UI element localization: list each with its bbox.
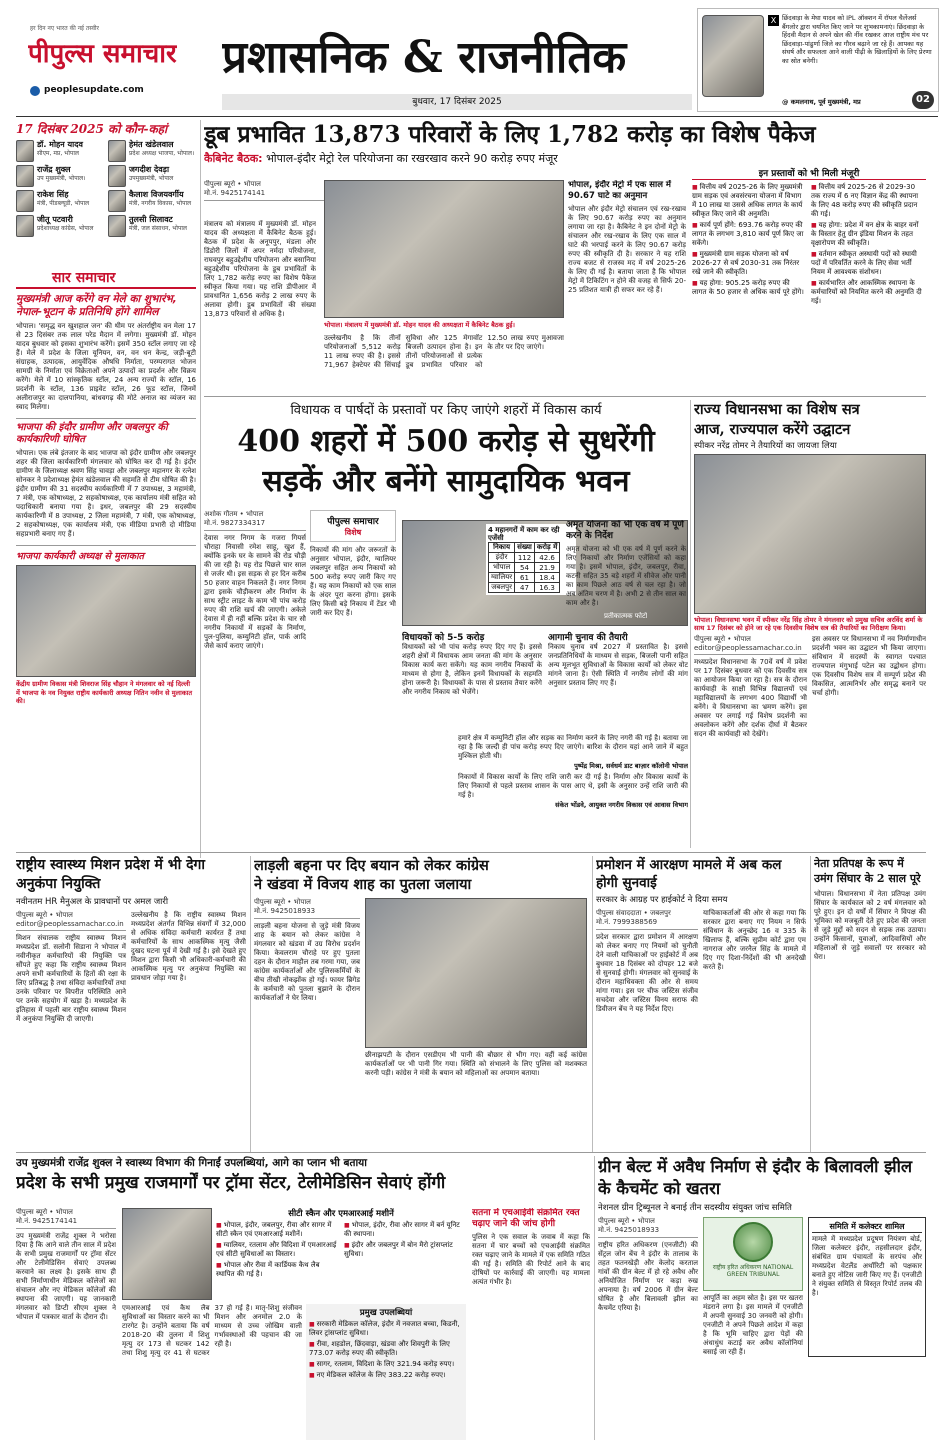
person-photo <box>16 140 34 162</box>
assembly-headline-1: राज्य विधानसभा का विशेष सत्र <box>694 401 860 418</box>
list-item: ■ भोपाल, इंदौर, रीवा और सागर में बर्न यूनिट की स्थापना। <box>344 1221 466 1239</box>
nhm-story <box>16 856 246 1152</box>
issue-date: बुधवार, 17 दिसंबर 2025 <box>412 97 502 107</box>
committee-text: मामले में मध्यप्रदेश प्रदूषण नियंत्रण बोर्ड, जिला कलेक्टर इंदौर, तहसीलदार इंदौर, संबंधित ग्राम पंचायतों के सरपंच और मध्यप्रदेश वेटलैंड अथॉरिटी को पक्षकार बनाते हुए नोटिस जारी किए गए हैं। एनजीटी ने संयुक्त समिति से विस्तृत रिपोर्ट तलब की है। <box>812 1235 922 1297</box>
whos-where-grid <box>16 140 196 237</box>
trauma-story <box>16 1156 590 1440</box>
agency-table-title: 4 महानगरों में काम कर रही एजेंसी <box>488 526 560 542</box>
commissioner-quote-author: संकेत भोंडवे, आयुक्त नगरीय विकास एवं आवास विभाग <box>555 801 688 809</box>
person-photo <box>16 215 34 237</box>
list-item: ■ सरकारी मेडिकल कॉलेज, इंदौर में नवजात बच्चा, किडनी, लिवर ट्रांसप्लांट सुविधा। <box>309 1320 463 1338</box>
nhm-byline: पीपुल्स ब्यूरो • भोपाल <box>16 911 73 919</box>
table-cell: 54 <box>515 563 535 573</box>
quote-box <box>697 8 939 112</box>
person-photo <box>108 190 126 212</box>
lead-photo-caption: भोपाल। मंत्रालय में मुख्यमंत्री डॉ. मोहन यादव की अध्यक्षता में कैबिनेट बैठक हुई। <box>324 321 515 329</box>
special-tag: विशेष <box>344 528 362 537</box>
roads-text: देवास नगर निगम के गजरा गियर्स चौराहा निवासी रमेश साहू, खुश हैं, क्योंकि इनके घर के सामने की रोड चौड़ी की जा रही है। यह रोड पिछले चार साल से जर्जर थी। इस सड़क से हर दिन करीब 50 हजार वाहन निकलते हैं। नगर निगम द्वारा इसके चौड़ीकरण और निर्माण के साथ स्ट्रीट लाइट के काम भी पांच करोड़ रुपए की राशि खर्च की जाएगी। अकेले देवास में ही नहीं बल्कि प्रदेश के चार सौ नगरीय निकायों में सड़कों के निर्माण, पुल-पुलिया, कम्युनिटी हॉल, पार्क आदि जैसे कार्य कराए जाएंगे। <box>204 534 306 650</box>
promotion-text: प्रदेश सरकार द्वारा प्रमोशन में आरक्षण को लेकर बनाए गए नियमों को चुनौती देने वाली याचिकाओं पर हाईकोर्ट में अब बुधवार 18 दिसंबर को दोपहर 12 बजे से सुनवाई होगी। मंगलवार को सुनवाई के दौरान महाधिवक्ता की ओर से समय मांगा गया। इस पर चीफ जस्टिस संजीव सचदेवा और जस्टिस विनय सराफ की डिवीजन बेंच ने यह निर्देश दिए। <box>596 933 698 1013</box>
table-cell: इंदौर <box>489 553 515 563</box>
person-photo <box>108 165 126 187</box>
lop-story <box>814 856 926 1152</box>
table-cell: 18.4 <box>534 573 559 583</box>
nhm-text: मिशन संचालक राष्ट्रीय स्वास्थ्य मिशन मध्यप्रदेश डॉ. सलोनी सिडाना ने भोपाल में नवीनीकृत कर्मचारियों की नियुक्ति पत्र सौंपते हुए कहा कि राष्ट्रीय स्वास्थ्य मिशन अपने सभी कर्मचारियों के हितों की रक्षा के लिए प्रतिबद्ध है तथा संविदा कर्मचारियों तथा उनके परिवार पर विपरीत परिस्थिति आने पर उनके सहयोग में खड़ा है। मध्यप्रदेश के इतिहास में पहली बार राष्ट्रीय स्वास्थ्य मिशन में अनुकंपा नियुक्ति दी जाएगी। <box>16 934 126 1023</box>
person-photo <box>108 215 126 237</box>
ladli-text-2: छीनाझपटी के दौरान एसडीएम भी पानी की बौछार से भीग गए। वहीं कई कांग्रेस कार्यकर्ताओं पर भी पानी गिर गया। स्थिति को संभालने के लिए पुलिस को मशक्कत करनी पड़ी। कांग्रेस ने मंत्री के बयान को महिलाओं का अपमान बताया। <box>365 1051 587 1077</box>
lead-headline: डूब प्रभावित 13,873 परिवारों के लिए 1,782 करोड़ का विशेष पैकेज <box>204 121 816 148</box>
person-card <box>108 215 196 237</box>
lop-headline: नेता प्रतिपक्ष के रूप में उमंग सिंघार के 2 साल पूरे <box>814 857 921 885</box>
person-detail: मंत्री, नगरीय विकास, भोपाल <box>129 200 192 207</box>
ngt-emblem-icon <box>733 1222 773 1262</box>
trauma-text-2: एमआरआई एवं कैथ लैब सुविधाओं का विस्तार करने का भी टारगेट है। उन्होंने बताया कि वर्ष 2018-20 की तुलना में शिशु मृत्यु दर 173 से घटकर 142 तथा शिशु मृत्यु दर 41 से घटकर 37 हो गई है। मातृ-शिशु संजीवन मिशन और अनमोल 2.0 के माध्यम से उच्च जोखिम वाली गर्भावस्थाओं की पहचान की जा रही है। <box>122 1304 302 1357</box>
greenbelt-subhead: नेशनल ग्रीन ट्रिब्यूनल ने बनाई तीन सदस्यीय संयुक्त जांच समिति <box>598 1203 792 1213</box>
committee-headline: समिति में कलेक्टर शामिल <box>812 1221 922 1233</box>
person-card <box>108 165 196 187</box>
globe-icon <box>30 86 40 96</box>
lead-col2: उल्लेखनीय है कि तीनों परियोजनाओं 5,512 करोड़ 11 लाख रुपए की है। इससे 71,967 हेक्टेयर की सिंचाई सुविधा और 125 मेगावॉट बिजली उत्पादन होना है। इन तीनों परियोजनाओं से प्रत्येक डूब प्रभावित परिवार को 12.50 लाख रुपए मुआवजा के तौर पर दिए जाएंगे। <box>324 334 564 369</box>
shivraj-meeting-photo <box>16 565 196 677</box>
saar-section <box>16 268 196 858</box>
list-item: ■ नए मेडिकल कॉलेज के लिए 383.22 करोड़ रुपए। <box>309 1371 463 1380</box>
ngt-logo <box>703 1217 803 1291</box>
amrut-text: अमृत योजना को भी एक वर्ष में पूर्ण करने के लिए निकायों और निर्माण एजेंसियों को कहा गया है। इसमें भोपाल, इंदौर, जबलपुर, रीवा, कटनी सहित 35 बड़े शहरों में सीवेज और पानी का काम पिछले आठ वर्ष से चल रहा है। जो अब अंतिम चरण में है। अभी 2 से तीन साल का काम और है। <box>566 545 686 607</box>
person-photo <box>108 140 126 162</box>
special-label: पीपुल्स समाचार <box>327 517 379 527</box>
saar-headline-2: भाजपा की इंदौर ग्रामीण और जबलपुर की कार्यकारिणी घोषित <box>16 418 196 446</box>
resident-quote: हमारे क्षेत्र में कम्युनिटी हॉल और सड़क का निर्माण करने के लिए नगरी की गई है। बताया जा रहा है कि जल्दी ही पांच करोड़ रुपए दिए जाएंगे। बारिश के दौरान यहां आने जाने में बहुत मुश्किल होती थी। <box>458 734 688 760</box>
person-detail: उप मुख्यमंत्री, भोपाल। <box>37 175 86 182</box>
greenbelt-mobile: मो.नं. 9425018933 <box>598 1226 660 1234</box>
ladli-headline-2: ने खंडवा में विजय शाह का पुतला जलाया <box>254 876 472 893</box>
election-text: निकाय चुनाव वर्ष 2027 में प्रस्तावित है। इससे जनप्रतिनिधियों के माध्यम से सड़क, बिजली पानी सहित अन्य मूलभूत सुविधाओं के विकास कार्यों को लेकर वोट मांगने जाना है। ऐसी स्थिति में नगरीय लोगों की मांग अनुसार प्रस्ताव लिए गए हैं। <box>548 643 688 687</box>
person-name: जगदीश देवड़ा <box>129 165 170 174</box>
person-card <box>16 165 104 187</box>
list-item: ■ कार्य पूर्ण होंगे: 693.76 करोड़ रुपए की लागत के लगभग 3,810 कार्य पूर्ण किए जा सकेंगे। <box>692 221 806 248</box>
assembly-subhead: स्पीकर नरेंद्र तोमर ने तैयारियों का जायजा लिया <box>694 441 837 451</box>
lop-text: भोपाल। विधानसभा में नेता प्रतिपक्ष उमंग सिंघार के कार्यकाल को 2 वर्ष मंगलवार को पूरे हुए। इन दो वर्षों में सिंघार ने विपक्ष की भूमिका को मजबूती देते हुए प्रदेश की जनता से जुड़े मुद्दों को सदन से सड़क तक उठाया। उन्होंने किसानों, युवाओं, आदिवासियों और महिलाओं से जुड़े सवालों पर सरकार को घेरा। <box>814 890 926 961</box>
committee-box <box>808 1217 926 1357</box>
person-name: राकेश सिंह <box>37 190 69 199</box>
trauma-mobile: मो.नं. 9425174141 <box>16 1217 78 1225</box>
ladli-story <box>254 856 588 1152</box>
table-row <box>489 553 560 563</box>
person-detail: प्रदेशाध्यक्ष कांग्रेस, भोपाल <box>37 225 94 232</box>
table-header: संख्या <box>515 543 535 553</box>
person-name: राजेंद्र शुक्ल <box>37 165 71 174</box>
greenbelt-text: राष्ट्रीय हरित अधिकरण (एनजीटी) की सेंट्रल जोन बेंच ने इंदौर के तालाब के तहत फतनखेड़ी और केलोद करताल गांवों की ग्रीन बेल्ट में हो रहे अवैध और अनियोजित निर्माण पर कड़ा रुख अपनाया है। वर्ष 2006 में ग्रीन बेल्ट घोषित है और बिलावली झील का कैचमेंट एरिया है। <box>598 1241 698 1312</box>
table-cell: 21.9 <box>534 563 559 573</box>
quote-author: @ कमलनाथ, पूर्व मुख्यमंत्री, मप्र <box>782 98 861 106</box>
lead-byline: पीपुल्स ब्यूरो • भोपाल <box>204 180 261 188</box>
trauma-text: उप मुख्यमंत्री राजेंद्र शुक्ल ने भरोसा दिया है कि आने वाले तीन साल में प्रदेश के सभी प्रमुख राजमार्गों पर ट्रॉमा सेंटर और टेलीमेडिसिन सेवाएं उपलब्ध करवाने का लक्ष्य है। इसके साथ ही सभी निर्माणाधीन मेडिकल कॉलेजों का संचालन और नए मेडिकल कॉलेजों की स्थापना की जाएगी। यह जानकारी मंगलवार को डिप्टी सीएम शुक्ल ने भोपाल में पत्रकार वार्ता के दौरान दी। <box>16 1232 116 1321</box>
ct-box-headline: सीटी स्कैन और एमआरआई मशीनें <box>288 1209 394 1219</box>
achievements-headline: प्रमुख उपलब्धियां <box>359 1308 413 1318</box>
ladli-headline-1: लाड़ली बहना पर दिए बयान को लेकर कांग्रेस <box>254 857 489 874</box>
person-card <box>108 140 196 162</box>
assembly-inspection-photo <box>694 454 926 614</box>
amrut-box <box>566 520 686 700</box>
person-detail: मंत्री, पीडब्ल्यूडी, भोपाल <box>37 200 90 207</box>
list-item: ■ ग्वालियर, रतलाम और विदिशा में एमआरआई एवं सीटी सुविधाओं का विस्तार। <box>216 1241 338 1259</box>
person-detail: सीएम, मप्र, भोपाल <box>37 150 79 157</box>
other-decisions <box>692 166 926 394</box>
list-item: ■ वित्तीय वर्ष 2025-26 से 2029-30 तक राज्य में 6 नए विज्ञान केंद्र की स्थापना के लिए 48 करोड़ रुपए की स्वीकृति प्रदान की गई। <box>811 183 925 219</box>
list-item: ■ भोपाल, इंदौर, जबलपुर, रीवा और सागर में सीटी स्कैन एवं एमआरआई मशीनें। <box>216 1221 338 1239</box>
achievements-list <box>309 1320 463 1380</box>
saar-caption: केंद्रीय ग्रामीण विकास मंत्री शिवराज सिंह चौहान ने मंगलवार को नई दिल्ली में भाजपा के नव नियुक्त राष्ट्रीय कार्यकारी अध्यक्ष नितिन नवीन से मुलाकात की। <box>16 680 193 705</box>
person-detail: उपमुख्यमंत्री, भोपाल <box>129 175 174 182</box>
ladli-mobile: मो.नं. 9425018933 <box>254 907 316 915</box>
table-cell: 112 <box>515 553 535 563</box>
saar-headline-3: भाजपा कार्यकारी अध्यक्ष से मुलाकात <box>16 545 196 562</box>
greenbelt-headline: ग्रीन बेल्ट में अवैध निर्माण से इंदौर के बिलावली झील के कैचमेंट को खतरा <box>598 1157 913 1198</box>
decisions-list-right <box>811 183 925 308</box>
list-item: ■ वर्तमान स्वीकृत अस्थायी पदों को स्थायी पदों में परिवर्तित करने के लिए सेवा भर्ती नियम में आवश्यक संशोधन। <box>811 250 925 277</box>
section-title: प्रशासनिक & राजनीतिक <box>222 32 627 83</box>
assembly-caption: भोपाल। विधानसभा भवन में स्पीकर नरेंद्र सिंह तोमर ने मंगलवार को प्रमुख सचिव अरविंद शर्मा के साथ 17 दिसंबर को होने जा रहे एक दिवसीय विशेष सत्र की तैयारियों का निरीक्षण किया। <box>694 616 923 632</box>
table-row <box>489 563 560 573</box>
mla-headline: विधायकों को 5-5 करोड़ <box>402 633 485 643</box>
promotion-byline: पीपुल्स संवाददाता • जबलपुर <box>596 909 671 917</box>
table-cell: 61 <box>515 573 535 583</box>
list-item: ■ यह होगा: 905.25 करोड़ रुपए की लागत के 50 हजार से अधिक कार्य पूरे होंगे। <box>692 279 806 297</box>
assembly-byline: पीपुल्स ब्यूरो • भोपाल <box>694 635 751 643</box>
assembly-headline-2: आज, राज्यपाल करेंगे उद्घाटन <box>694 421 851 438</box>
x-logo-icon: X <box>768 15 779 26</box>
person-name: हेमंत खंडेलवाल <box>129 140 174 149</box>
hiv-headline: सतना में एचआईवी संक्रमित रक्त चढ़ाए जाने की जांच होगी <box>472 1208 580 1229</box>
person-card <box>16 190 104 212</box>
person-name: जीतू पटवारी <box>37 215 73 224</box>
table-header: निकाय <box>489 543 515 553</box>
promotion-subhead: सरकार के आग्रह पर हाईकोर्ट ने दिया समय <box>596 895 728 905</box>
date-bar <box>222 94 692 110</box>
nhm-subhead: नवीनतम HR मैनुअल के प्रावधानों पर अमल जारी <box>16 897 169 907</box>
list-item: ■ सागर, रतलाम, विदिशा के लिए 321.94 करोड़ रुपए। <box>309 1360 463 1369</box>
promotion-story <box>596 856 806 1152</box>
ngt-logo-text: राष्ट्रीय हरित अधिकरण NATIONAL GREEN TRIBUNAL <box>712 1264 794 1278</box>
table-cell: 47 <box>515 583 535 593</box>
page-number: 02 <box>912 91 934 109</box>
roads-byline: अशोक गौतम • भोपाल <box>204 510 264 518</box>
greenbelt-byline: पीपुल्स ब्यूरो • भोपाल <box>598 1217 655 1225</box>
metro-headline: भोपाल, इंदौर मेट्रो में एक साल में 90.67 घाटे का अनुमान <box>568 180 671 201</box>
table-cell: 16.3 <box>534 583 559 593</box>
assembly-email: editor@peoplessamachar.co.in <box>694 644 802 652</box>
saar-text-1: भोपाल। 'समृद्ध वन खुशहाल जन' की थीम पर अंतर्राष्ट्रीय वन मेला 17 से 23 दिसंबर तक लाल परेड मैदान में लगेगा। मुख्यमंत्री डॉ. मोहन यादव बुधवार को इसका शुभारंभ करेंगे। इसमें 350 स्टॉल लगाए जा रहे हैं। मेले में प्रदेश के जिला यूनियन, वन, वन धन केन्द्र, जड़ी-बूटी संग्राहक, उत्पादक, आयुर्वेदिक औषधि निर्माता, परम्परागत भोजन सामग्री के निर्माता एवं विक्रेताओं अपने उत्पादों का प्रदर्शन और विक्रय करेंगे। मेले में 10 सांस्कृतिक स्टॉल, 24 अन्य राज्यों के स्टॉल, 16 प्रदर्शनी के स्टॉल, 136 प्राइवेट स्टॉल, 26 फूड स्टॉल, जिनमें अलीराजपुर का दालपानिया, बांधवगढ़ की मोटे अनाज का व्यंजन का स्वाद मिलेगा। <box>16 322 196 411</box>
roads-text-2: निकायों की मांग और जरूरतों के अनुसार भोपाल, इंदौर, ग्वालियर जबलपुर सहित अन्य निकायों को 500 करोड़ रुपए जारी किए गए हैं। यह काम निकायों को एक साल के अंदर पूरा करना होगा। इसके लिए किसी बड़े निकाय में टेंडर भी जारी कर दिए हैं। <box>310 546 396 617</box>
table-cell: जबलपुर <box>489 583 515 593</box>
whos-where-title: 17 दिसंबर 2025 को कौन-कहां <box>16 122 168 136</box>
agency-table <box>488 542 560 593</box>
roads-headline-2: सड़कें और बनेंगे सामुदायिक भवन <box>262 464 630 499</box>
whos-where <box>16 120 196 260</box>
commissioner-quote: निकायों में विकास कार्यों के लिए राशि जारी कर दी गई है। निर्माण और विकास कार्यों के लिए निकायों से पहले प्रस्ताव शासन के पास आए थे, इसी के अनुसार उन्हें राशि जारी की गई है। <box>458 773 688 799</box>
lead-col1: मंत्रालय को मंत्रालय में मुख्यमंत्री डॉ. मोहन यादव की अध्यक्षता में कैबिनेट बैठक हुई। बैठक में प्रदेश के अनूपपुर, मंडला और डिंडोरी जिलों में अपर नर्मदा परियोजना, राघवपुर बहुउद्देशीय परियोजना और बसानिया बहुउद्देशीय परियोजना के डूब प्रभावितों के लिए 1,782 करोड़ रुपए का विशेष पैकेज स्वीकृत किया गया। यह राशि डीपीआर में प्रावधानित 1,656 करोड़ 2 लाख रुपए के अलावा होगी। डूब प्रभावितों की संख्या 13,873 परिवारों से अधिक है। <box>204 220 316 318</box>
list-item: ■ मुख्यमंत्री ग्राम सड़क योजना को वर्ष 2026-27 से वर्ष 2030-31 तक निरंतर रखे जाने की स्वीकृति। <box>692 250 806 277</box>
table-row <box>489 583 560 593</box>
list-item: ■ इंदौर और जबलपुर में बोन मैरो ट्रांसप्लांट सुविधा। <box>344 1241 466 1259</box>
assembly-text-2: इस अवसर पर विधानसभा में नव निर्माणाधीन प्रदर्शनी भवन का उद्घाटन भी किया जाएगा। संविधान में सदस्यों के स्वागत पश्चात राज्यपाल मंगुभाई पटेल का उद्बोधन होगा। एक दिवसीय विशेष सत्र में सम्पूर्ण प्रदेश की विकसित, आत्मनिर्भर और समृद्ध बनाने पर चर्चा होगी। <box>812 635 926 697</box>
list-item: ■ कार्यभारित और आकस्मिक स्थापना के कर्मचारियों को नियमित करने की अनुमति दी गई। <box>811 279 925 306</box>
nhm-email: editor@peoplessamachar.co.in <box>16 920 124 928</box>
list-item: ■ भोपाल और रीवा में कार्डियक कैथ लैब स्थापित की गई है। <box>216 1261 338 1279</box>
list-item: ■ वित्तीय वर्ष 2025-26 के लिए मुख्यमंत्री ग्राम सड़क एवं अवसंरचना योजना में विभाग में 10 लाख या उससे अधिक लागत के कार्य स्वीकृत किए जाने की अनुमति। <box>692 183 806 219</box>
assembly-story <box>694 400 926 848</box>
table-cell: ग्वालियर <box>489 573 515 583</box>
metro-box <box>568 180 686 390</box>
decisions-list-left <box>692 183 806 308</box>
masthead <box>0 0 945 118</box>
effigy-burning-photo <box>365 898 587 1048</box>
list-item: ■ यह होगा: प्रदेश में वन क्षेत्र के बाहर वनों के विस्तार हेतु ग्रीन इंडिया मिशन के तहत वृक्षारोपण की स्वीकृति। <box>811 221 925 248</box>
paper-logo: पीपुल्स समाचार <box>28 39 177 69</box>
ct-scan-box <box>216 1208 466 1300</box>
table-cell: 42.6 <box>534 553 559 563</box>
table-cell: भोपाल <box>489 563 515 573</box>
trauma-headline: प्रदेश के सभी प्रमुख राजमार्गों पर ट्रॉमा सेंटर, टेलीमेडिसिन सेवाएं होंगी <box>16 1173 446 1193</box>
achievements-box <box>306 1304 466 1440</box>
person-photo <box>16 190 34 212</box>
saar-label: सार समाचार <box>16 268 196 289</box>
person-photo <box>16 165 34 187</box>
person-name: तुलसी सिलावट <box>129 215 173 224</box>
hiv-box <box>472 1208 590 1440</box>
other-decisions-title: इन प्रस्तावों को भी मिली मंजूरी <box>692 166 926 180</box>
lead-body <box>204 180 564 390</box>
table-row <box>489 573 560 583</box>
website-link[interactable]: peoplesupdate.com <box>44 85 144 95</box>
lead-kicker: कैबिनेट बैठक: <box>204 152 263 165</box>
list-item: ■ रीवा, शहडोल, छिंदवाड़ा, खंडवा और शिवपुरी के लिए 773.07 करोड़ रुपए की स्वीकृति। <box>309 1340 463 1358</box>
promotion-mobile: मो.नं. 7999388569 <box>596 918 658 926</box>
resident-quote-author: पुष्पेंद्र मिश्रा, सर्वधर्म डाट बाज़ार कॉलोनी भोपाल <box>574 762 688 770</box>
assembly-text: मध्यप्रदेश विधानसभा के 70वें वर्ष में प्रवेश पर 17 दिसंबर बुधवार को एक दिवसीय सत्र का आयोजन किया जा रहा है। सत्र के दौरान कार्यवाही के साक्षी विभिन्न विद्यालयों एवं महाविद्यालयों के लगभग 400 विद्यार्थी भी बनेंगे। वे विधानसभा का भ्रमण करेंगे। इस अवसर पर लगाई गई विशेष प्रदर्शनी का अवलोकन करेंगे और दर्शक दीर्घा में बैठकर सदन की कार्यवाही को देखेंगे। <box>694 658 807 738</box>
kamalnath-photo <box>702 15 764 97</box>
metro-text: भोपाल और इंदौर मेट्रो संचालन एवं रख-रखाव के लिए 90.67 करोड़ रुपए का अनुमान लगाया जा रहा है। कैबिनेट ने इन दोनों मेट्रो के संचालन और रख-रखाव के लिए एक साल में घाटे की भरपाई करने के लिए 90.67 करोड़ रुपए की स्वीकृति दी है। सरकार ने यह राशि राज्य बजट से राजस्व मद में वर्ष 2025-26 के लिए दी गई है। बताया जाता है कि भोपाल मेट्रो में टिकिटिंग न होने की वजह से सिर्फ 20-25 प्रतिशत यात्री ही सफर कर रहे हैं। <box>568 205 686 294</box>
amrut-headline: अमृत योजना को भी एक वर्ष में पूर्ण करने के निर्देश <box>566 520 684 541</box>
ladli-text: लाड़ली बहना योजना से जुड़े मंत्री विजय शाह के बयान को लेकर कांग्रेस ने मंगलवार को खंडवा में उग्र विरोध प्रदर्शन किया। केवलराम चौराहे पर हुए पुतला दहन के दौरान माहौल तब गरमा गया, जब कांग्रेस कार्यकर्ताओं और पुलिसकर्मियों के बीच तीखी नोकझोंक हो गई। फायर ब्रिगेड के कर्मचारी को पुतला बुझाने के दौरान कार्यकर्ताओं ने घेर लिया। <box>254 922 360 1002</box>
roads-photo-caption: प्रतीकात्मक फोटो <box>604 612 648 620</box>
saar-text-2: भोपाल। एक लंबे इंतजार के बाद भाजपा को इंदौर ग्रामीण और जबलपुर शहर की जिला कार्यकारिणी मंगलवार को घोषित कर दी गई है। इंदौर ग्रामीण के जिलाध्यक्ष श्रवण सिंह चावड़ा और जबलपुर महानगर के रत्नेश सोनकर ने प्रदेशाध्यक्ष हेमंत खंडेलवाल की सहमति से टीम घोषित की है। इंदौर ग्रामीण की 31 सदस्यीय कार्यकारिणी में 7 उपाध्यक्ष, 3 महामंत्री, 7 मंत्री, एक कोषाध्यक्ष, 2 सहकोषाध्यक्ष, एक कार्यालय मंत्री सहित को पदाधिकारी बनाया गया है। इधर, जबलपुर की 29 सदस्यीय कार्यकारिणी में 8 उपाध्यक्ष, 2 जिला महामंत्री, 7 मंत्री, एक कोषाध्यक्ष, 2 सहकोषाध्यक्ष, एक कार्यालय मंत्री, एक मीडिया प्रभारी दो मीडिया सहप्रभारी बनाए गए हैं। <box>16 449 196 538</box>
nhm-headline: राष्ट्रीय स्वास्थ्य मिशन प्रदेश में भी देगा अनुकंपा नियुक्ति <box>16 857 206 892</box>
promotion-headline: प्रमोशन में आरक्षण मामले में अब कल होगी सुनवाई <box>596 857 782 891</box>
ct-scan-list <box>216 1221 466 1279</box>
person-card <box>16 215 104 237</box>
hiv-text: पुलिस ने एक सवाल के जवाब में कहा कि सतना में चार बच्चों को एचआईवी संक्रमित रक्त चढ़ाए जाने के मामले में एक समिति गठित की गई है। समिति की रिपोर्ट आने के बाद दोषियों पर कार्रवाई की जाएगी। यह मामला अत्यंत गंभीर है। <box>472 1233 590 1286</box>
person-name: कैलाश विजयवर्गीय <box>129 190 184 199</box>
person-card <box>16 140 104 162</box>
person-name: डॉ. मोहन यादव <box>37 140 83 149</box>
cabinet-meeting-photo <box>324 180 564 318</box>
greenbelt-text-2: आपूर्ति का अहम स्रोत है। इस पर खतरा मंडराने लगा है। इस मामले में एनजीटी में अपनी सुनवाई 30 जनवरी को होगी। एनजीटी ने अपने पिछले आदेश में कहा है कि भूमि चाहिए द्वारा पेड़ों की अंधाधुंध कटाई कर अवैध कॉलोनियां बसाई जा रही हैं। <box>703 1294 803 1356</box>
roads-headline-1: 400 शहरों में 500 करोड़ से सुधरेंगी <box>237 424 655 459</box>
person-card <box>108 190 196 212</box>
person-detail: मंत्री, जल संसाधन, भोपाल <box>129 225 187 232</box>
roads-kicker: विधायक व पार्षदों के प्रस्तावों पर किए जाएंगे शहरों में विकास कार्य <box>290 403 602 418</box>
trauma-kicker: उप मुख्यमंत्री राजेंद्र शुक्ल ने स्वास्थ्य विभाग की गिनाईं उपलब्धियां, आगे का प्लान भी बताया <box>16 1157 367 1169</box>
election-headline: आगामी चुनाव की तैयारी <box>548 633 628 643</box>
trauma-byline: पीपुल्स ब्यूरो • भोपाल <box>16 1208 73 1216</box>
table-header: करोड़ में <box>534 543 559 553</box>
saar-headline-1: मुख्यमंत्री आज करेंगे वन मेले का शुभारंभ, नेपाल-भूटान के प्रतिनिधि होंगे शामिल <box>16 293 177 318</box>
lead-subhead: भोपाल-इंदौर मेट्रो रेल परियोजना का रखरखाव करने 90 करोड़ रुपए मंजूर <box>266 152 558 165</box>
ladli-byline: पीपुल्स ब्यूरो • भोपाल <box>254 898 311 906</box>
person-detail: प्रदेश अध्यक्ष भाजपा, भोपाल। <box>129 150 195 157</box>
greenbelt-story <box>598 1156 926 1440</box>
roads-mobile: मो.नं. 9827334317 <box>204 519 266 527</box>
promotion-text-2: याचिकाकर्ताओं की ओर से कहा गया कि सरकार द्वारा बनाए गए नियम न सिर्फ संविधान के अनुच्छेद 16 व 335 के खिलाफ हैं, बल्कि सुप्रीम कोर्ट द्वारा एम नागराज और जरनैल सिंह के मामले में दिए गए दिशा-निर्देशों की भी अनदेखी करते हैं। <box>703 909 806 971</box>
nhm-text-2: उल्लेखनीय है कि राष्ट्रीय स्वास्थ्य मिशन मध्यप्रदेश अंतर्गत विभिन्न संवर्गों में 32,000 से अधिक संविदा कर्मचारी कार्यरत हैं तथा कर्मचारियों के साथ आकस्मिक मृत्यु जैसी दुखद घटना पूर्व में देखी गई है। इसे देखते हुए मिशन द्वारा किसी भी अधिकारी-कर्मचारी की आकस्मिक मृत्यु पर अनुकंपा नियुक्ति का प्रावधान जोड़ा गया है। <box>131 911 246 982</box>
mla-text: विधायकों को भी पांच करोड़ रुपए दिए गए हैं। इससे शहरी क्षेत्रों में विधायक आम जनता की मांग के अनुसार विकास कार्य करा सकेंगे। यह काम नगरीय निकायों के माध्यम से होगा है, लेकिन इनमें विधायकों के सहमति होना जरूरी है। विधायकों के पास से प्रस्ताव तैयार करेंगे और नगरीय निकाय को भेजेंगे। <box>402 643 542 696</box>
quote-text: छिंदवाड़ा के मेघा यादव को IPL ऑक्शन में रॉयल चैलेंजर्स बैंगलोर द्वारा चयनित किए जाने पर शुभकामनाएं। छिंदवाड़ा के हिंदवी मैदान से अपने खेल की नींव रखकर आज राष्ट्रीय मंच पर छिंदवाड़ा-पांढुर्णा जिले का गौरव बढ़ाने जा रहे हैं। आपका यह संघर्ष और सफलता आने वाली पीढ़ी के खिलाड़ियों के लिए प्रेरणा का स्रोत बनेगी। <box>782 14 932 65</box>
paper-tagline: हर दिन नए भारत की नई तस्वीर <box>30 25 99 32</box>
lead-mobile: मो.नं. 9425174141 <box>204 189 266 197</box>
rajendra-shukla-photo <box>122 1208 212 1300</box>
